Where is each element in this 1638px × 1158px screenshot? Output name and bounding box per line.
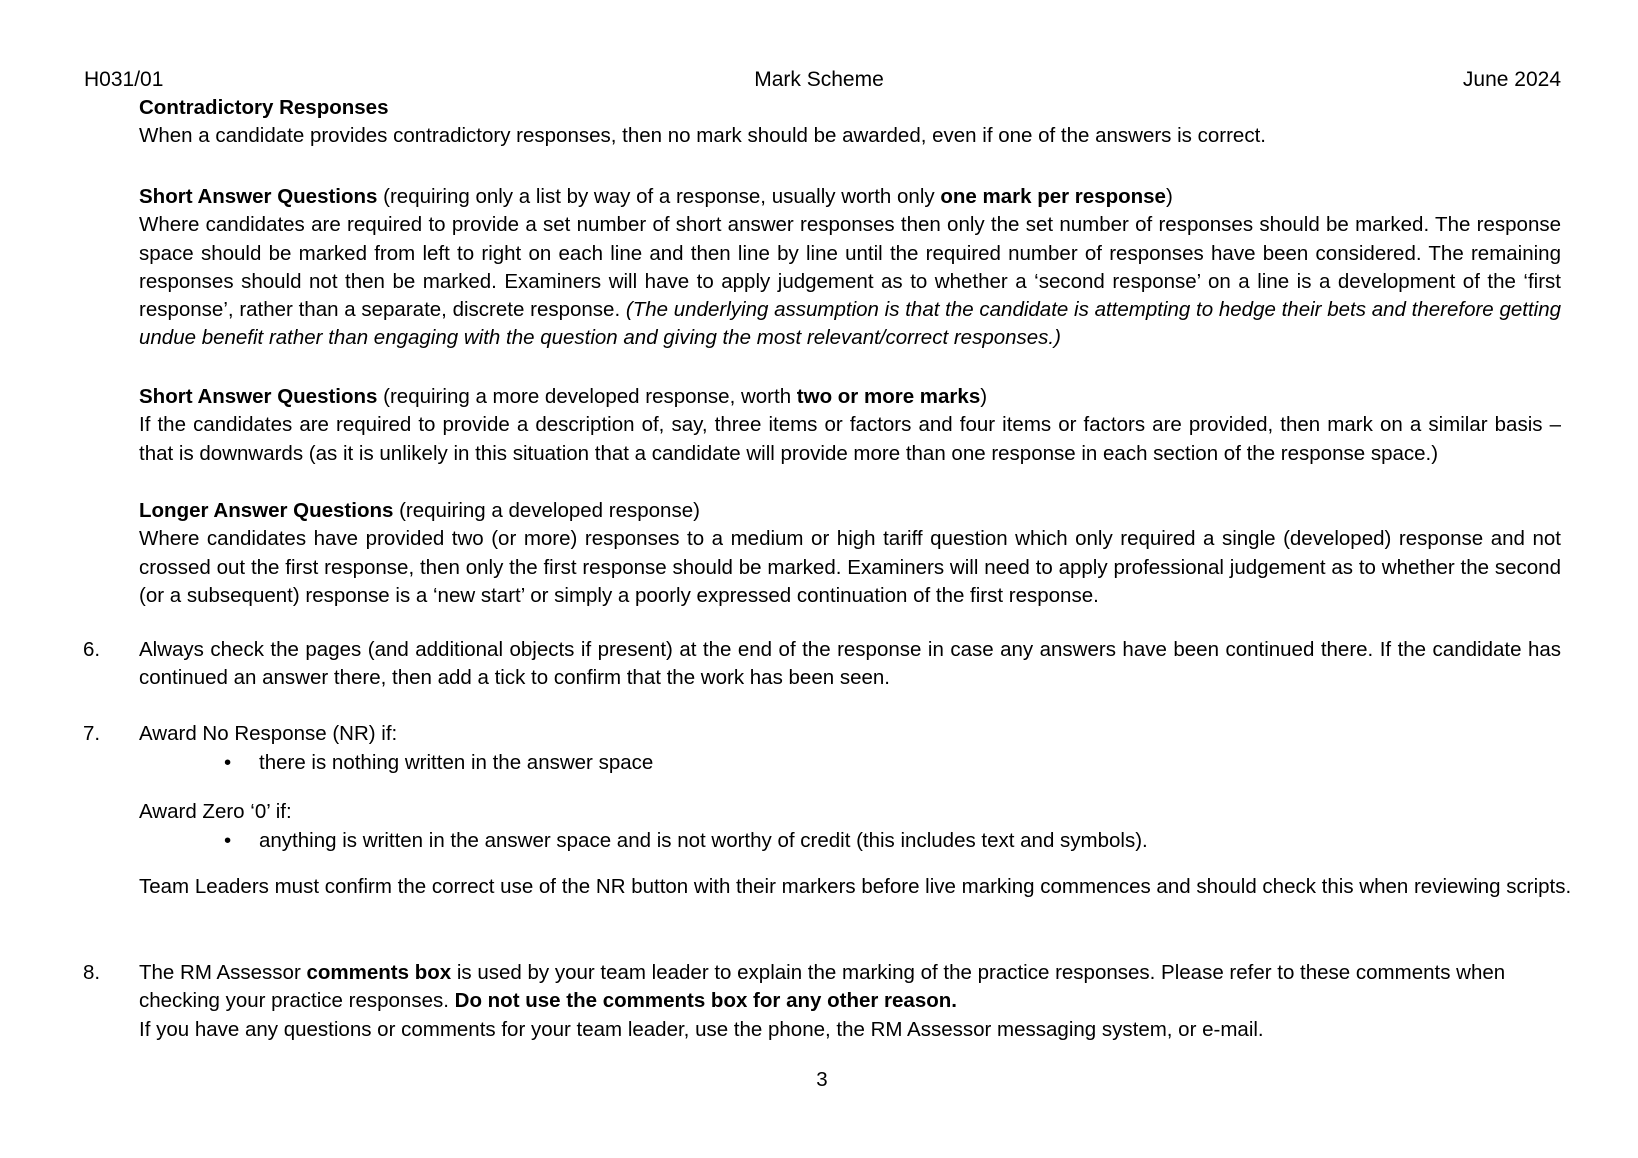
section-heading: Longer Answer Questions	[139, 499, 394, 522]
page-number: 3	[816, 1068, 828, 1091]
short-answer-developed-section	[139, 383, 1561, 468]
section-heading: Short Answer Questions	[139, 385, 378, 408]
item-8-text-c: If you have any questions or comments for your team leader, use the phone, the RM Assessor messaging system, or e-mail.	[139, 1017, 1264, 1041]
item-number-6: 6.	[83, 638, 101, 661]
section-subtitle: (requiring a developed response)	[393, 499, 700, 522]
section-text: If the candidates are required to provide a description of, say, three items or factors and four items or factors are provided, then mark on a similar basis – that is downwards (as it is unlikely in this situation that a candidate will provide more than one response in each section of the response space.)	[139, 413, 1561, 465]
item-number-8: 8.	[83, 961, 101, 984]
section-text: When a candidate provides contradictory responses, then no mark should be awarded, even if one of the answers is correct.	[139, 124, 1266, 148]
comments-box-warning: Do not use the comments box for any other reason.	[454, 989, 957, 1013]
bullet-icon: •	[224, 751, 232, 774]
longer-answer-section	[139, 497, 1561, 610]
nr-bullet-text: there is nothing written in the answer space	[259, 751, 654, 774]
team-leaders-text: Team Leaders must confirm the correct use of the NR button with their markers before live marking commences and should check this when reviewing scripts.	[139, 875, 1572, 898]
contradictory-section	[139, 94, 1561, 151]
section-heading: Short Answer Questions	[139, 185, 378, 208]
header-date: June 2024	[1462, 68, 1561, 91]
bullet-icon: •	[224, 829, 232, 852]
section-heading: Contradictory Responses	[139, 96, 389, 119]
item-number-7: 7.	[83, 722, 101, 745]
section-subtitle-end: )	[980, 385, 988, 408]
header-code: H031/01	[84, 68, 164, 91]
section-italic-note: (The underlying assumption is that the candidate is attempting to hedge their bets and therefore getting undue benefit rather than engaging with the question and giving the most relevant/correct responses.)	[139, 298, 1561, 350]
section-subtitle-bold: one mark per response	[940, 185, 1166, 208]
section-subtitle: (requiring only a list by way of a response, usually worth only	[377, 185, 941, 208]
comments-box-bold: comments box	[306, 961, 452, 984]
section-subtitle-bold: two or more marks	[796, 385, 981, 408]
item-8-text	[139, 959, 1539, 1044]
section-subtitle-end: )	[1165, 185, 1173, 208]
item-6-text: Always check the pages (and additional objects if present) at the end of the response in case any answers have been continued there. If the candidate has continued an answer there, then add a tick to confirm that the work has been seen.	[139, 638, 1561, 690]
item-8-text-a: The RM Assessor	[139, 961, 307, 984]
section-text: Where candidates have provided two (or more) responses to a medium or high tariff question which only required a single (developed) response and not crossed out the first response, then only the first response should be marked. Examiners will need to apply professional judgement as to whether the second (or a subsequent) response is a ‘new start’ or simply a poorly expressed continuation of the first response.	[139, 527, 1561, 607]
section-subtitle: (requiring a more developed response, worth	[377, 385, 797, 408]
zero-bullet-text: anything is written in the answer space and is not worthy of credit (this includes text and symbols).	[259, 829, 1148, 852]
zero-label: Award Zero ‘0’ if:	[139, 800, 292, 823]
short-answer-list-section	[139, 183, 1561, 353]
header-title: Mark Scheme	[754, 68, 884, 91]
section-text: Where candidates are required to provide a set number of short answer responses then only the set number of responses should be marked. The response space should be marked from left to right on each line and then line by line until the required number of responses have been considered. The remaining responses should not then be marked. Examiners will have to apply judgement as to whether a ‘second response’ on a line is a development of the ‘first response’, rather than a separate, discrete response.	[139, 213, 1561, 322]
item-8-text-b: is used by your team leader to explain the marking of the practice responses. Please refer to these comments when checking your practice responses.	[139, 961, 1506, 1013]
nr-label: Award No Response (NR) if:	[139, 722, 398, 745]
